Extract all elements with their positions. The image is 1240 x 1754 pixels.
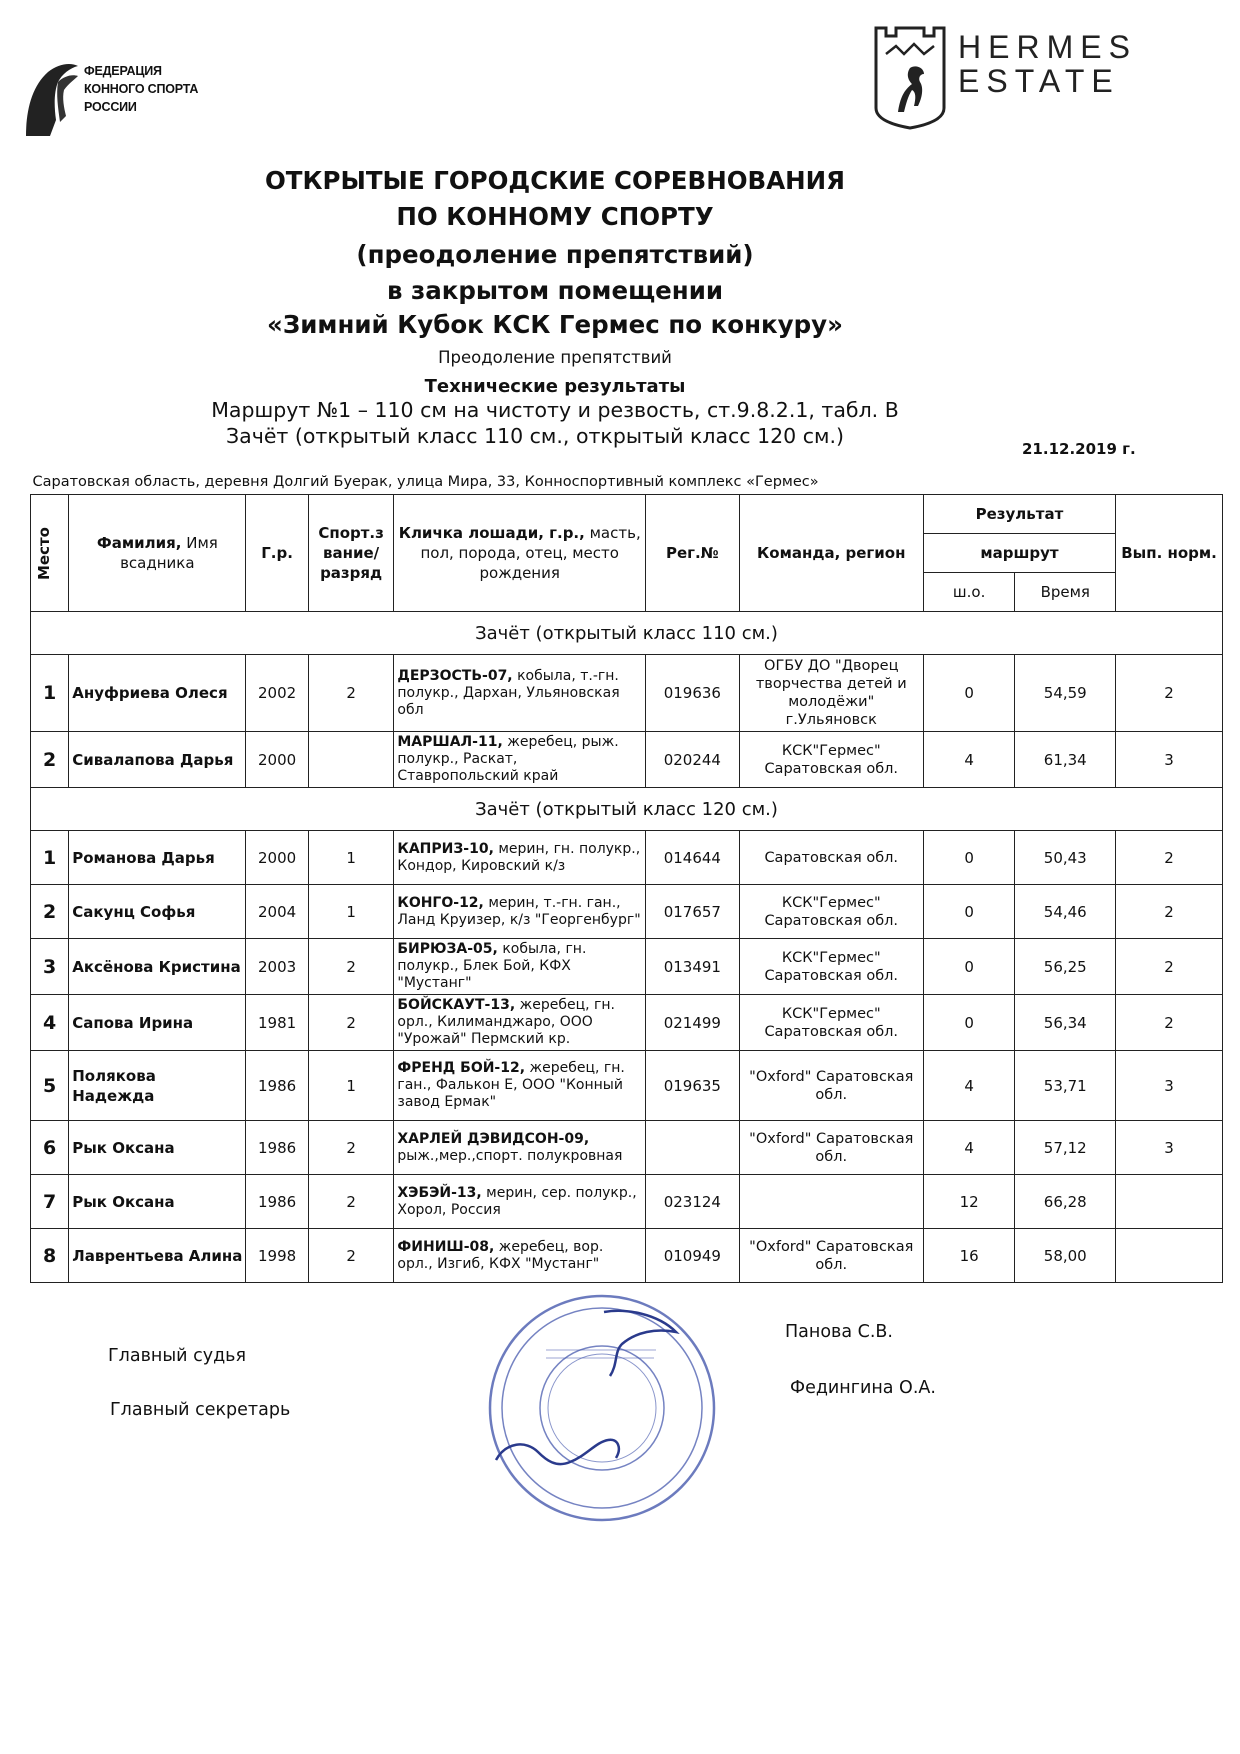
rank-cell: 1 [308, 1051, 394, 1121]
rank-cell: 1 [308, 885, 394, 939]
header-horse-bold: Кличка лошади, г.р., [398, 524, 585, 542]
table-row [31, 885, 1223, 939]
horse-name: ХЭБЭЙ-13, [397, 1184, 482, 1201]
norm-cell: 2 [1116, 995, 1223, 1051]
section-header-row [31, 788, 1223, 831]
rider-cell: Полякова Надежда [69, 1051, 246, 1121]
rank-cell: 2 [308, 1175, 394, 1229]
team-cell: КСК"Гермес" Саратовская обл. [739, 732, 923, 788]
chief-judge-label: Главный судья [108, 1346, 247, 1366]
table-row [31, 831, 1223, 885]
norm-cell: 2 [1116, 831, 1223, 885]
rank-cell: 2 [308, 1121, 394, 1175]
horse-cell [394, 1051, 646, 1121]
reg-number-cell: 019636 [646, 655, 740, 732]
horse-info: жеребец, рыж. полукр., Раскат, Ставропольский край [397, 734, 619, 784]
table-row [31, 1229, 1223, 1283]
place-cell: 8 [31, 1229, 69, 1283]
table-row [31, 995, 1223, 1051]
horse-name: БИРЮЗА-05, [397, 941, 498, 957]
title-line-4: в закрытом помещении [386, 276, 724, 305]
horse-info: кобыла, т.-гн. полукр., Дархан, Ульяновская обл [397, 667, 620, 718]
horse-info: мерин, сер. полукр., Хорол, Россия [397, 1184, 637, 1218]
reg-number-cell: 023124 [646, 1175, 740, 1229]
time-cell: 54,46 [1015, 885, 1116, 939]
reg-number-cell: 014644 [646, 831, 740, 885]
hermes-wordmark-line: HERMES [958, 29, 1137, 65]
chief-judge-name: Панова С.В. [785, 1322, 893, 1342]
results-body [31, 612, 1223, 1283]
horse-cell [394, 995, 646, 1051]
time-cell: 58,00 [1015, 1229, 1116, 1283]
horse-cell [394, 885, 646, 939]
birth-year-cell: 2000 [246, 732, 308, 788]
place-cell: 7 [31, 1175, 69, 1229]
header-penalties: ш.о. [923, 573, 1015, 612]
reg-number-cell [646, 1121, 740, 1175]
horse-info: рыж.,мер.,спорт. полукровная [397, 1147, 623, 1164]
rider-cell: Рык Оксана [69, 1121, 246, 1175]
reg-number-cell: 010949 [646, 1229, 740, 1283]
hermes-estate-wordmark [958, 30, 1137, 98]
table-row [31, 732, 1223, 788]
norm-cell [1116, 1229, 1223, 1283]
reg-number-cell: 013491 [646, 939, 740, 995]
penalties-cell: 0 [923, 831, 1015, 885]
penalties-cell: 0 [923, 655, 1015, 732]
rider-cell: Романова Дарья [69, 831, 246, 885]
chief-secretary-label: Главный секретарь [110, 1400, 291, 1420]
norm-cell: 3 [1116, 1121, 1223, 1175]
rank-cell: 2 [308, 1229, 394, 1283]
reg-number-cell: 019635 [646, 1051, 740, 1121]
chief-secretary-name: Федингина О.А. [790, 1378, 936, 1398]
team-cell: ОГБУ ДО "Дворец творчества детей и молодёжи" г.Ульяновск [739, 655, 923, 732]
horse-cell [394, 1121, 646, 1175]
header-reg: Рег.№ [646, 495, 740, 612]
header-result: Результат [923, 495, 1115, 534]
penalties-cell: 16 [923, 1229, 1015, 1283]
header-route: маршрут [923, 534, 1115, 573]
hermes-horse-emblem-icon [868, 24, 952, 130]
horse-name: ДЕРЗОСТЬ-07, [397, 667, 513, 684]
header-norm: Вып. норм. [1116, 495, 1223, 612]
header-time: Время [1015, 573, 1116, 612]
place-cell: 1 [31, 831, 69, 885]
header-horse [394, 495, 646, 612]
penalties-cell: 12 [923, 1175, 1015, 1229]
table-row [31, 1051, 1223, 1121]
federation-logo-text [84, 62, 198, 116]
header-team: Команда, регион [739, 495, 923, 612]
penalties-cell: 0 [923, 885, 1015, 939]
route-description: Маршрут №1 – 110 см на чистоту и резвость, ст.9.8.2.1, табл. В [211, 398, 899, 422]
time-cell: 66,28 [1015, 1175, 1116, 1229]
title-line-1: ОТКРЫТЫЕ ГОРОДСКИЕ СОРЕВНОВАНИЯ [264, 166, 846, 195]
penalties-cell: 0 [923, 939, 1015, 995]
results-label: Технические результаты [424, 376, 686, 397]
header-place-label: Место [35, 526, 53, 580]
birth-year-cell: 1986 [246, 1051, 308, 1121]
horse-cell [394, 831, 646, 885]
table-row [31, 1175, 1223, 1229]
penalties-cell: 4 [923, 732, 1015, 788]
horse-info: жеребец, вор. орл., Изгиб, КФХ "Мустанг" [397, 1238, 604, 1272]
birth-year-cell: 2002 [246, 655, 308, 732]
title-line-2: ПО КОННОМУ СПОРТУ [396, 202, 714, 231]
horse-cell [394, 939, 646, 995]
discipline-label: Преодоление препятствий [438, 348, 672, 367]
header-birth: Г.р. [246, 495, 308, 612]
section-title: Зачёт (открытый класс 120 см.) [31, 788, 1223, 831]
header-rider [69, 495, 246, 612]
horse-info: мерин, т.-гн. ган., Ланд Круизер, к/з "Георгенбург" [397, 894, 641, 928]
time-cell: 50,43 [1015, 831, 1116, 885]
place-cell: 3 [31, 939, 69, 995]
place-cell: 2 [31, 885, 69, 939]
place-cell: 1 [31, 655, 69, 732]
horse-name: БОЙСКАУТ-13, [397, 997, 516, 1013]
norm-cell: 3 [1116, 732, 1223, 788]
reg-number-cell: 017657 [646, 885, 740, 939]
rider-cell: Ануфриева Олеся [69, 655, 246, 732]
results-table [30, 470, 1223, 1283]
title-line-3: (преодоление препятствий) [356, 240, 754, 269]
section-header-row [31, 612, 1223, 655]
norm-cell: 2 [1116, 885, 1223, 939]
rank-cell: 2 [308, 995, 394, 1051]
penalties-cell: 4 [923, 1121, 1015, 1175]
header-horse-rest: масть, пол, порода, отец, место рождения [420, 524, 641, 582]
team-cell: Саратовская обл. [739, 831, 923, 885]
horse-cell [394, 655, 646, 732]
birth-year-cell: 1981 [246, 995, 308, 1051]
birth-year-cell: 2004 [246, 885, 308, 939]
horse-name: ФРЕНД БОЙ-12, [397, 1060, 526, 1076]
team-cell: КСК"Гермес" Саратовская обл. [739, 885, 923, 939]
horse-name: КАПРИЗ-10, [397, 840, 494, 857]
classes-description: Зачёт (открытый класс 110 см., открытый класс 120 см.) [226, 424, 844, 448]
birth-year-cell: 2000 [246, 831, 308, 885]
horse-name: ФИНИШ-08, [397, 1238, 495, 1255]
horse-name: ХАРЛЕЙ ДЭВИДСОН-09, [397, 1130, 590, 1147]
place-cell: 2 [31, 732, 69, 788]
place-cell: 4 [31, 995, 69, 1051]
rank-cell: 1 [308, 831, 394, 885]
team-cell [739, 1175, 923, 1229]
venue-row [31, 470, 1223, 495]
birth-year-cell: 1986 [246, 1121, 308, 1175]
official-stamp-icon [486, 1292, 718, 1524]
horse-info: кобыла, гн. полукр., Блек Бой, КФХ "Мустанг" [397, 941, 587, 991]
norm-cell: 3 [1116, 1051, 1223, 1121]
place-cell: 5 [31, 1051, 69, 1121]
rider-cell: Рык Оксана [69, 1175, 246, 1229]
title-line-5: «Зимний Кубок КСК Гермес по конкуру» [267, 310, 843, 339]
time-cell: 53,71 [1015, 1051, 1116, 1121]
time-cell: 54,59 [1015, 655, 1116, 732]
time-cell: 56,25 [1015, 939, 1116, 995]
section-title: Зачёт (открытый класс 110 см.) [31, 612, 1223, 655]
penalties-cell: 4 [923, 1051, 1015, 1121]
header-rider-name: Имя всадника [120, 534, 218, 572]
horse-info: жеребец, гн. ган., Фалькон Е, ООО "Конный завод Ермак" [397, 1060, 625, 1110]
horse-cell [394, 1175, 646, 1229]
birth-year-cell: 1986 [246, 1175, 308, 1229]
venue-text: Саратовская область, деревня Долгий Буерак, улица Мира, 33, Конноспортивный комплекс «Гермес» [32, 474, 819, 490]
table-row [31, 655, 1223, 732]
table-row [31, 939, 1223, 995]
norm-cell: 2 [1116, 939, 1223, 995]
federation-line: КОННОГО СПОРТА [84, 82, 199, 96]
reg-number-cell: 021499 [646, 995, 740, 1051]
federation-line: ФЕДЕРАЦИЯ [84, 64, 162, 78]
rider-cell: Лаврентьева Алина [69, 1229, 246, 1283]
header-rank: Спорт.з вание/ разряд [308, 495, 394, 612]
federation-line: РОССИИ [84, 100, 137, 114]
rider-cell: Аксёнова Кристина [69, 939, 246, 995]
header-row [31, 495, 1223, 534]
norm-cell: 2 [1116, 655, 1223, 732]
table-row [31, 1121, 1223, 1175]
time-cell: 56,34 [1015, 995, 1116, 1051]
penalties-cell: 0 [923, 995, 1015, 1051]
place-cell: 6 [31, 1121, 69, 1175]
team-cell: "Oxford" Саратовская обл. [739, 1121, 923, 1175]
team-cell: "Oxford" Саратовская обл. [739, 1051, 923, 1121]
rank-cell: 2 [308, 655, 394, 732]
hermes-wordmark-line: ESTATE [958, 63, 1120, 99]
birth-year-cell: 2003 [246, 939, 308, 995]
reg-number-cell: 020244 [646, 732, 740, 788]
event-date: 21.12.2019 г. [1022, 440, 1136, 458]
time-cell: 57,12 [1015, 1121, 1116, 1175]
rider-cell: Сивалапова Дарья [69, 732, 246, 788]
horse-cell [394, 732, 646, 788]
team-cell: КСК"Гермес" Саратовская обл. [739, 939, 923, 995]
rider-cell: Сапова Ирина [69, 995, 246, 1051]
rank-cell: 2 [308, 939, 394, 995]
horse-info: жеребец, гн. орл., Килиманджаро, ООО "Урожай" Пермский кр. [397, 997, 615, 1047]
time-cell: 61,34 [1015, 732, 1116, 788]
horse-info: мерин, гн. полукр., Кондор, Кировский к/з [397, 840, 641, 874]
rank-cell [308, 732, 394, 788]
team-cell: КСК"Гермес" Саратовская обл. [739, 995, 923, 1051]
rider-cell: Сакунц Софья [69, 885, 246, 939]
norm-cell [1116, 1175, 1223, 1229]
horse-name: КОНГО-12, [397, 894, 484, 911]
header-rider-surname: Фамилия, [96, 534, 182, 552]
header-place [31, 495, 69, 612]
birth-year-cell: 1998 [246, 1229, 308, 1283]
horse-cell [394, 1229, 646, 1283]
horse-name: МАРШАЛ-11, [397, 734, 503, 750]
team-cell: "Oxford" Саратовская обл. [739, 1229, 923, 1283]
